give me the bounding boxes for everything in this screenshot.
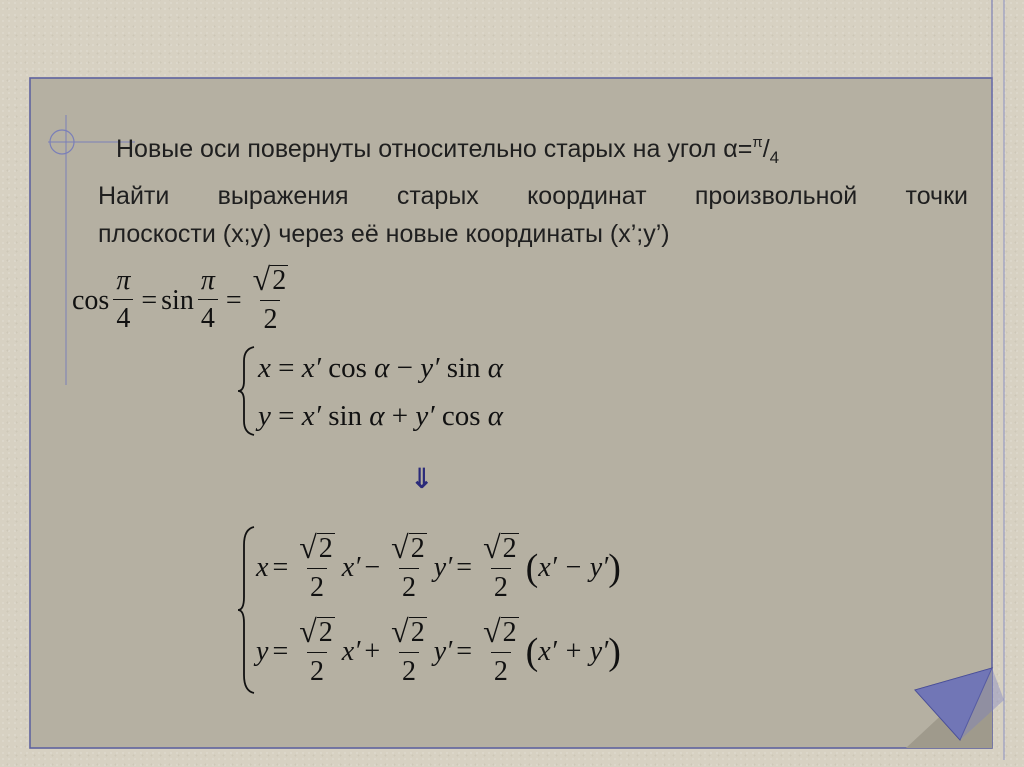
- sqrt-sign: √: [483, 528, 501, 565]
- alpha: α: [374, 352, 390, 384]
- equals-sign: =: [456, 552, 473, 583]
- sqrt: [483, 530, 519, 564]
- system-2-row-2: [256, 610, 621, 694]
- sqrt: [391, 530, 427, 564]
- frac-num: [296, 614, 338, 652]
- system-1: [258, 344, 503, 440]
- sqrt-sign: √: [299, 612, 317, 649]
- x-prime: x′: [341, 552, 361, 583]
- sqrt-radicand: 2: [318, 532, 333, 564]
- pi-over-4-b: [198, 263, 218, 338]
- sqrt: [483, 614, 519, 648]
- equals-sign: =: [278, 352, 295, 384]
- sqrt2-over-2: [388, 530, 430, 607]
- frac-den: 2: [307, 568, 327, 607]
- sqrt-radicand: 2: [318, 616, 333, 648]
- sqrt-sign: √: [483, 612, 501, 649]
- sqrt-radicand: 2: [502, 616, 517, 648]
- alpha-four: 4: [769, 148, 780, 167]
- heading-line-3: плоскости (х;у) через её новые координаты (х’;у’): [98, 220, 670, 248]
- alpha: α: [487, 400, 504, 432]
- op-sign: −: [364, 552, 381, 583]
- sin-label: sin: [328, 400, 363, 432]
- frac-num: π: [116, 265, 131, 296]
- task-heading: [98, 124, 968, 253]
- alpha: α: [369, 400, 385, 432]
- system-1-row-2: [258, 392, 503, 440]
- alpha: α: [487, 352, 504, 384]
- system-2-row-1: [256, 526, 621, 610]
- left-paren: (: [525, 631, 539, 673]
- frac-num: [388, 530, 430, 568]
- frac-num: [480, 530, 522, 568]
- system-2-brace: [236, 525, 258, 695]
- sqrt-radicand: 2: [410, 616, 425, 648]
- heading-line-1: [98, 124, 968, 177]
- y-prime: y′: [415, 400, 435, 432]
- cos-label: cos: [72, 284, 110, 316]
- heading-line-1-text: Новые оси повернуты относительно старых на угол α=: [116, 135, 753, 163]
- implies-down-arrow-icon: ⇓: [410, 462, 434, 495]
- system-1-row-1: [258, 344, 503, 392]
- frac-num: π: [200, 265, 215, 296]
- sqrt-sign: √: [252, 261, 271, 297]
- sqrt2-over-2: [250, 262, 292, 339]
- sqrt-sign: √: [391, 612, 409, 649]
- system-2: [256, 526, 621, 694]
- sqrt2-over-2: [388, 614, 430, 691]
- sqrt-radicand: 2: [502, 532, 517, 564]
- sqrt2-over-2: [480, 614, 522, 691]
- frac-den: 2: [491, 652, 511, 691]
- var-y: y: [256, 636, 269, 667]
- cos-sin-equation: [72, 262, 295, 339]
- op-sign: +: [364, 636, 381, 667]
- sqrt: [299, 614, 335, 648]
- y-prime: y′: [433, 636, 453, 667]
- equals-sign: =: [141, 284, 158, 316]
- pi-over-4-a: [113, 263, 133, 338]
- sqrt-sign: √: [299, 528, 317, 565]
- sqrt-radicand: 2: [410, 532, 425, 564]
- sqrt2-over-2: [296, 530, 338, 607]
- frac-den: 2: [399, 652, 419, 691]
- var-x: x: [256, 552, 269, 583]
- equals-sign: =: [272, 636, 289, 667]
- sqrt: [391, 614, 427, 648]
- frac-den: 4: [113, 299, 133, 338]
- sqrt: [253, 262, 289, 296]
- sqrt-radicand: 2: [272, 265, 287, 296]
- frac-den: 2: [491, 568, 511, 607]
- x-prime: x′: [341, 636, 361, 667]
- frac-num: [296, 530, 338, 568]
- system-1-brace: [236, 345, 258, 437]
- equals-sign: =: [278, 400, 295, 432]
- heading-line-2: Найти выражения старых координат произвольной точки: [98, 182, 968, 210]
- paren-content: x′ + y′: [538, 636, 609, 667]
- plus-sign: +: [391, 400, 409, 432]
- var-y: y: [258, 400, 271, 432]
- minus-sign: −: [396, 352, 413, 384]
- alpha-pi: π: [752, 134, 763, 151]
- frac-num: [480, 614, 522, 652]
- sin-label: sin: [446, 352, 481, 384]
- var-x: x: [258, 352, 271, 384]
- equals-sign: =: [272, 552, 289, 583]
- x-prime: x′: [301, 400, 321, 432]
- frac-num: [388, 614, 430, 652]
- frac-den: 4: [198, 299, 218, 338]
- sqrt2-over-2: [296, 614, 338, 691]
- sin-label: sin: [161, 284, 194, 316]
- right-paren: ): [608, 547, 621, 589]
- left-paren: (: [525, 547, 539, 589]
- equals-sign: =: [225, 284, 242, 316]
- y-prime: y′: [420, 352, 440, 384]
- frac-den: 2: [307, 652, 327, 691]
- right-paren: ): [608, 631, 621, 673]
- y-prime: y′: [433, 552, 453, 583]
- frac-den: 2: [399, 568, 419, 607]
- frac-den: 2: [260, 300, 280, 339]
- sqrt-sign: √: [391, 528, 409, 565]
- paren-content: x′ − y′: [538, 552, 609, 583]
- sqrt: [299, 530, 335, 564]
- alpha-slash: /: [762, 135, 770, 163]
- cos-label: cos: [328, 352, 367, 384]
- equals-sign: =: [456, 636, 473, 667]
- x-prime: x′: [301, 352, 321, 384]
- sqrt2-over-2: [480, 530, 522, 607]
- frac-num: [250, 262, 292, 300]
- cos-label: cos: [441, 400, 481, 432]
